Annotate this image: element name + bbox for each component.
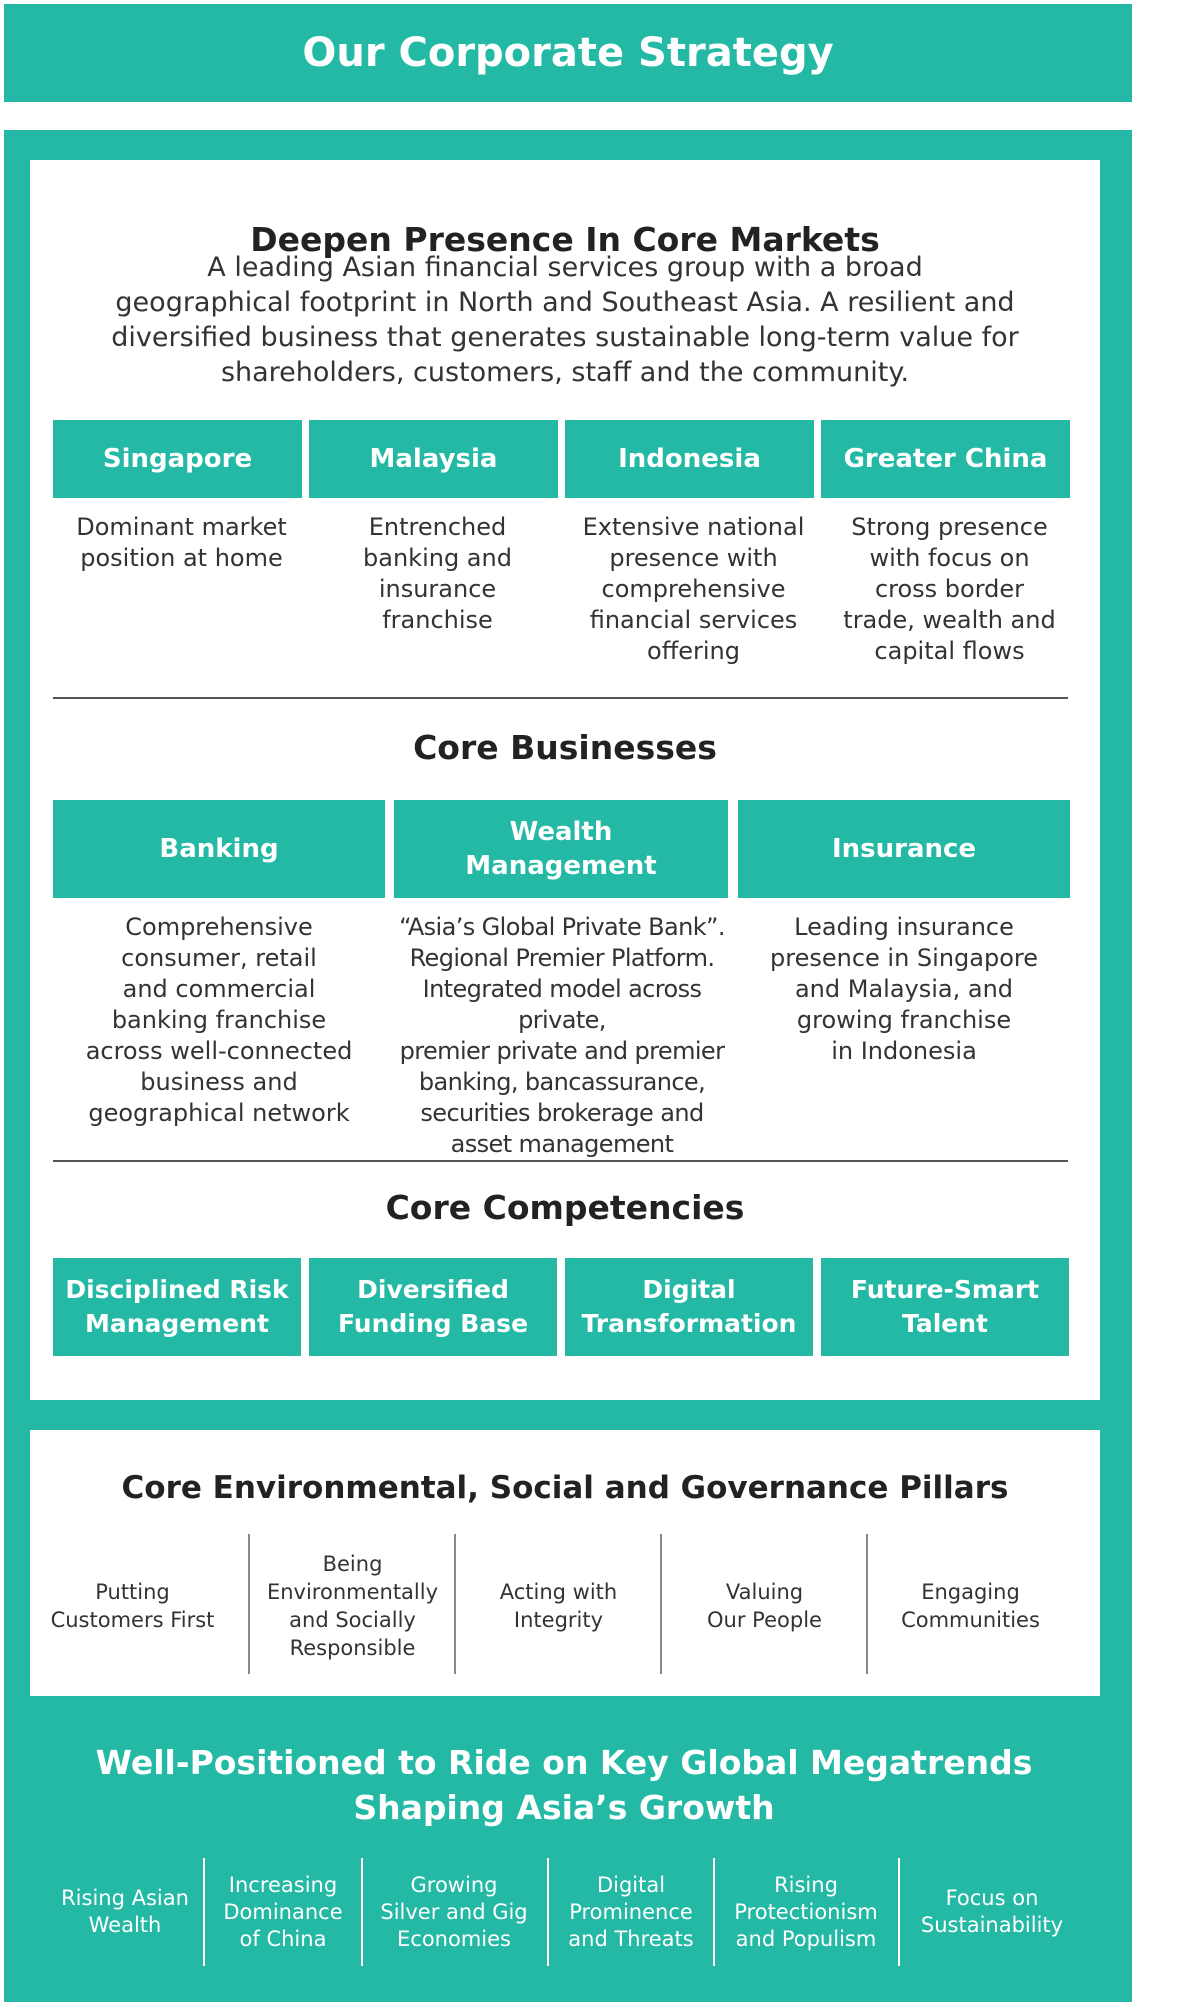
megatrend-line: and Threats [568,1926,694,1951]
section-divider [53,697,1068,699]
intro-line: diversified business that generates sustainable long-term value for [111,322,1019,353]
megatrend-divider [203,1858,205,1966]
desc-line: presence with [609,544,778,572]
pillar-line: Acting with [499,1580,618,1604]
pillar-line: Integrity [513,1608,604,1632]
esg-pillar [30,1540,235,1672]
market-desc-singapore [53,512,310,574]
intro-line: A leading Asian financial services group with a broad [207,252,923,283]
market-tile-indonesia [565,420,814,498]
desc-line: and commercial [122,975,316,1003]
core-businesses-heading: Core Businesses [413,728,717,767]
megatrend-item [50,1858,200,1966]
desc-line: with focus on [869,544,1030,572]
megatrend-divider [898,1858,900,1966]
desc-line: consumer, retail [121,944,317,972]
competency-name: Digital [642,1275,736,1304]
desc-line: insurance [378,575,497,603]
pillar-line: Customers First [50,1608,215,1632]
megatrends-heading-line: Well-Positioned to Ride on Key Global Megatrends [95,1743,1033,1782]
megatrend-line: and Populism [735,1926,877,1951]
market-tile-greater-china [821,420,1070,498]
competency-name: Future-Smart [850,1275,1040,1304]
megatrend-item [901,1858,1083,1966]
pillar-line: Putting [95,1580,170,1604]
megatrend-line: Dominance [223,1899,343,1924]
competency-name: Diversified [357,1275,509,1304]
esg-card [30,1430,1100,1696]
pillar-line: Our People [707,1608,822,1632]
desc-line: cross border [874,575,1025,603]
desc-line: in Indonesia [831,1037,977,1065]
market-name: Greater China [843,444,1048,474]
desc-line: offering [647,637,740,665]
megatrend-line: Wealth [88,1913,162,1937]
business-desc-wealth-management [382,912,742,1160]
megatrend-item [364,1858,544,1966]
desc-line: Dominant market [76,513,287,541]
megatrend-line: Protectionism [734,1899,878,1924]
megatrend-line: Rising Asian [61,1886,189,1910]
megatrend-divider [713,1858,715,1966]
esg-pillar [868,1540,1073,1672]
desc-line: geographical network [88,1099,350,1127]
business-name: Insurance [831,834,977,864]
desc-line: Integrated model across private, [422,975,702,1034]
desc-line: Entrenched [368,513,507,541]
competency-tile-funding [309,1258,557,1356]
megatrend-line: Digital [596,1872,666,1897]
megatrend-line: of China [239,1926,327,1951]
pillar-line: Responsible [289,1636,416,1660]
desc-line: across well-connected [85,1037,353,1065]
pillar-line: and Socially [289,1608,416,1632]
market-tile-singapore [53,420,302,498]
desc-line: financial services [589,606,798,634]
competency-tile-risk [53,1258,301,1356]
core-markets-heading: Deepen Presence In Core Markets [250,220,880,259]
megatrend-line: Growing [410,1872,498,1897]
desc-line: premier private and premier [399,1037,725,1065]
esg-heading: Core Environmental, Social and Governance Pillars [121,1470,1009,1506]
intro-line: geographical footprint in North and Southeast Asia. A resilient and [115,287,1015,318]
megatrend-item [550,1858,712,1966]
esg-pillar [456,1540,661,1672]
business-desc-banking [45,912,393,1129]
megatrend-line: Increasing [228,1872,338,1897]
pillar-line: Engaging [921,1580,1020,1604]
pillar-line: Valuing [725,1580,804,1604]
market-desc-malaysia [309,512,566,636]
business-name: Management [465,851,657,881]
megatrend-line: Rising [774,1872,838,1897]
megatrend-line: Sustainability [920,1913,1064,1937]
megatrend-line: Prominence [569,1899,693,1924]
section-divider [53,1160,1068,1162]
desc-line: presence in Singapore [770,944,1038,972]
desc-line: Leading insurance [794,913,1014,941]
desc-line: position at home [80,544,283,572]
desc-line: comprehensive [601,575,786,603]
megatrends-heading-line: Shaping Asia’s Growth [353,1788,775,1827]
pillar-line: Environmentally [266,1580,439,1604]
desc-line: Extensive national [582,513,805,541]
megatrend-line: Silver and Gig [380,1899,528,1924]
desc-line: trade, wealth and [843,606,1056,634]
megatrends-heading [0,1740,1128,1830]
desc-line: banking and [363,544,512,572]
core-markets-intro [90,250,1040,390]
market-desc-greater-china [821,512,1078,667]
desc-line: asset management [450,1130,674,1158]
business-tile-banking [53,800,385,898]
market-desc-indonesia [565,512,822,667]
desc-line: banking franchise [111,1006,327,1034]
desc-line: “Asia’s Global Private Bank”. [399,913,725,941]
intro-line: shareholders, customers, staff and the community. [220,357,910,388]
megatrend-item [207,1858,359,1966]
esg-pillar [250,1540,455,1672]
desc-line: business and [140,1068,298,1096]
competency-tile-digital [565,1258,813,1356]
business-tile-insurance [738,800,1070,898]
business-tile-wealth-management [394,800,728,898]
competency-name: Management [84,1309,270,1338]
pillar-line: Being [322,1552,383,1576]
strategy-card [30,160,1100,1400]
desc-line: Comprehensive [125,913,313,941]
business-name: Wealth [509,817,613,847]
desc-line: growing franchise [796,1006,1012,1034]
competency-name: Talent [902,1309,988,1338]
megatrend-line: Economies [397,1926,511,1951]
pillar-line: Communities [901,1608,1040,1632]
page-title: Our Corporate Strategy [302,30,834,76]
desc-line: Strong presence [851,513,1048,541]
business-name: Banking [159,834,279,864]
esg-pillar [662,1540,867,1672]
desc-line: and Malaysia, and [794,975,1014,1003]
megatrend-divider [547,1858,549,1966]
desc-line: franchise [382,606,493,634]
market-name: Indonesia [618,444,761,474]
competency-tile-talent [821,1258,1069,1356]
megatrend-divider [361,1858,363,1966]
desc-line: Regional Premier Platform. [409,944,715,972]
competency-name: Transformation [581,1309,797,1338]
desc-line: capital flows [874,637,1025,665]
desc-line: banking, bancassurance, [418,1068,706,1096]
competency-name: Funding Base [337,1309,529,1338]
market-tile-malaysia [309,420,558,498]
competency-name: Disciplined Risk [65,1275,289,1304]
business-desc-insurance [736,912,1072,1067]
megatrend-item [716,1858,896,1966]
page-title-bar [4,4,1132,102]
market-name: Singapore [102,444,253,474]
market-name: Malaysia [369,444,498,474]
desc-line: securities brokerage and [420,1099,704,1127]
core-competencies-heading: Core Competencies [385,1188,745,1227]
megatrend-line: Focus on [945,1886,1039,1910]
